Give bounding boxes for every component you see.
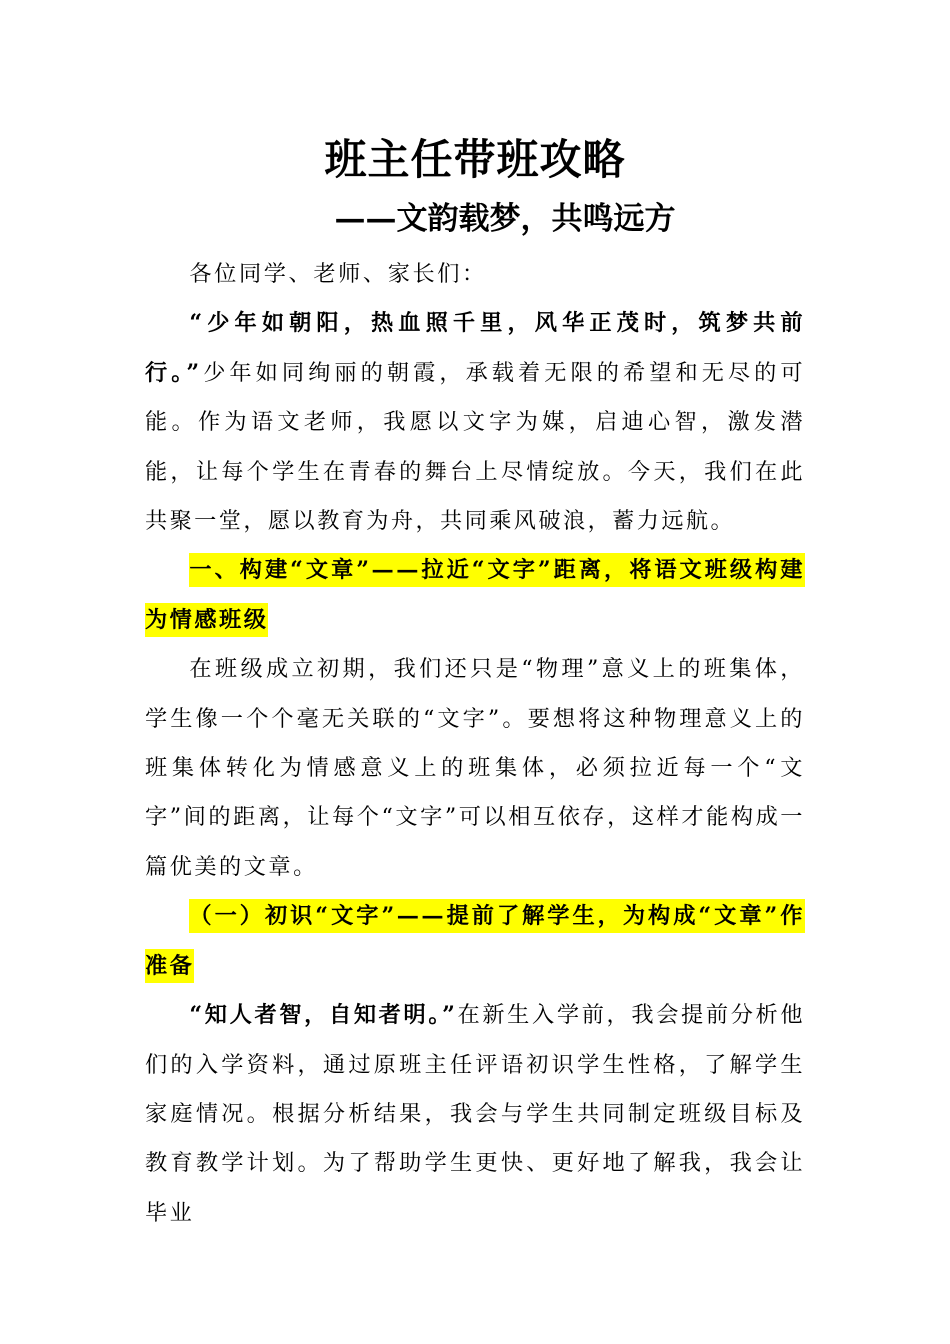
section-1-heading: 一、构建“文章”——拉近“文字”距离，将语文班级构建为情感班级 xyxy=(145,553,805,636)
greeting: 各位同学、老师、家长们： xyxy=(189,261,487,287)
intro-text: 少年如同绚丽的朝霞，承载着无限的希望和无尽的可能。作为语文老师，我愿以文字为媒，启迪心智，激发潜能，让每个学生在青春的舞台上尽情绽放。今天，我们在此共聚一堂，愿以教育为舟，共同乘风破浪，蓄力远航。 xyxy=(145,359,805,535)
document-body xyxy=(145,250,805,1238)
subsection-1-heading: （一）初识“文字”——提前了解学生，为构成“文章”作准备 xyxy=(145,899,805,982)
section-1-paragraph: 在班级成立初期，我们还只是“物理”意义上的班集体，学生像一个个毫无关联的“文字”。要想将这种物理意义上的班集体转化为情感意义上的班集体，必须拉近每一个“文字”间的距离，让每个“文字”可以相互依存，这样才能构成一篇优美的文章。 xyxy=(145,656,805,880)
section-1-heading-paragraph xyxy=(145,546,805,645)
subsection-1-quote: “知人者智，自知者明。” xyxy=(189,1002,458,1029)
subsection-1-paragraph xyxy=(145,991,805,1238)
document-subtitle: ——文韵载梦，共鸣远方 xyxy=(334,201,676,237)
intro-paragraph xyxy=(145,299,805,546)
document-title: 班主任带班攻略 xyxy=(324,135,626,184)
intro-quote: “少年如朝阳，热血照千里，风华正茂时，筑梦共前行。” xyxy=(145,310,805,386)
subsection-1-text: 在新生入学前，我会提前分析他们的入学资料，通过原班主任评语初识学生性格，了解学生家庭情况。根据分析结果，我会与学生共同制定班级目标及教育教学计划。为了帮助学生更快、更好地了解我，我会让毕业 xyxy=(145,1002,805,1226)
subsection-1-heading-paragraph xyxy=(145,892,805,991)
